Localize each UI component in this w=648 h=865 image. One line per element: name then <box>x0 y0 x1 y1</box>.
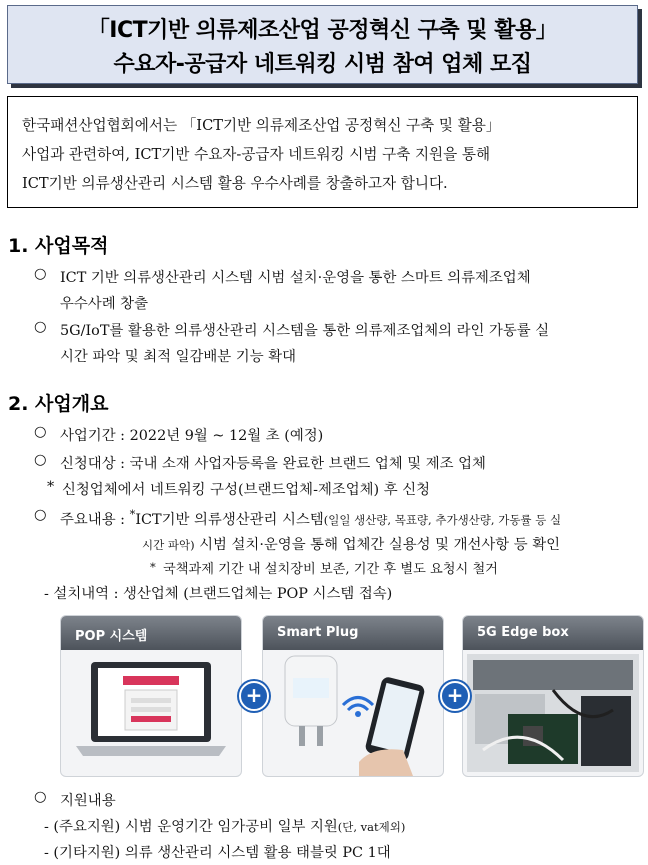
star-mark: * <box>129 507 136 521</box>
pop-system-panel <box>60 615 242 777</box>
panel-label-pop: POP 시스템 <box>75 629 148 644</box>
content-small: (일일 생산량, 목표량, 추가생산량, 가동률 등 실 <box>323 512 562 527</box>
support-heading: 지원내용 <box>60 793 116 809</box>
bullet-mark: ○ <box>34 452 47 468</box>
period-line: 사업기간 : 2022년 9월 ~ 12월 초 (예정) <box>60 428 324 444</box>
panel-label-plug: Smart Plug <box>277 625 359 640</box>
smart-plug-illustration <box>263 650 443 776</box>
purpose-bullet-1-line2: 우수사례 창출 <box>60 296 148 312</box>
intro-line-2: 사업과 관련하여, ICT기반 수요자-공급자 네트워킹 시범 구축 지원을 통해 <box>22 146 491 163</box>
target-line: 신청대상 : 국내 소재 사업자등록을 완료한 브랜드 업체 및 제조 업체 <box>60 456 486 472</box>
content-lead: 주요내용 : <box>60 511 130 528</box>
bullet-mark: ○ <box>34 319 47 335</box>
bullet-mark: ○ <box>34 507 47 523</box>
purpose-bullet-1-line1: ICT 기반 의류생산관리 시스템 시범 설치·운영을 통한 스마트 의류제조업체 <box>60 270 531 286</box>
bullet-mark: ○ <box>34 266 47 282</box>
title-box <box>7 5 638 84</box>
section2-heading: 2. 사업개요 <box>8 393 109 415</box>
content-line-2 <box>142 533 560 554</box>
purpose-bullet-2-line2: 시간 파악 및 최적 일감배분 기능 확대 <box>60 349 296 365</box>
smart-plug-panel <box>262 615 444 777</box>
content-note: 국책과제 기간 내 설치장비 보존, 기간 후 별도 요청시 철거 <box>163 562 498 577</box>
support-main: - (주요지원) 시범 운영기간 임가공비 일부 지원 <box>44 819 338 835</box>
install-line: - 설치내역 : 생산업체 (브랜드업체는 POP 시스템 접속) <box>44 586 393 602</box>
edge-box-illustration <box>463 650 643 776</box>
intro-line-1: 한국패션산업협회에서는 「ICT기반 의류제조산업 공정혁신 구축 및 활용」 <box>22 117 501 134</box>
target-note: 신청업체에서 네트워킹 구성(브랜드업체-제조업체) 후 신청 <box>62 482 431 498</box>
content-small-2: 시간 파악) <box>142 538 195 552</box>
bullet-mark: ○ <box>34 789 47 805</box>
support-line-2: - (기타지원) 의류 생산관리 시스템 활용 태블릿 PC 1대 <box>44 845 391 861</box>
plus-icon: + <box>239 681 269 711</box>
content-line-2-text: 시범 설치·운영을 통해 업체간 실용성 및 개선사항 등 확인 <box>194 537 561 553</box>
content-line-1 <box>60 507 561 529</box>
title-line-2: 수요자-공급자 네트워킹 시범 참여 업체 모집 <box>113 52 532 77</box>
title-line-1: 「ICT기반 의류제조산업 공정혁신 구축 및 활용」 <box>87 18 558 43</box>
panel-label-edge: 5G Edge box <box>477 625 569 640</box>
content-main: ICT기반 의류생산관리 시스템 <box>135 511 324 528</box>
support-line-1 <box>44 815 405 836</box>
edge-box-panel <box>462 615 644 777</box>
bullet-mark: ○ <box>34 424 47 440</box>
support-small: (단, vat제외) <box>337 820 406 834</box>
star-mark: * <box>150 560 156 574</box>
intro-line-3: ICT기반 의류생산관리 시스템 활용 우수사례를 창출하고자 합니다. <box>22 175 448 192</box>
intro-box <box>7 96 638 208</box>
laptop-illustration <box>61 650 241 776</box>
plus-icon: + <box>440 681 470 711</box>
section1-heading: 1. 사업목적 <box>8 235 109 257</box>
purpose-bullet-2-line1: 5G/IoT를 활용한 의류생산관리 시스템을 통한 의류제조업체의 라인 가동률 실 <box>60 323 550 339</box>
star-mark: * <box>47 479 55 495</box>
